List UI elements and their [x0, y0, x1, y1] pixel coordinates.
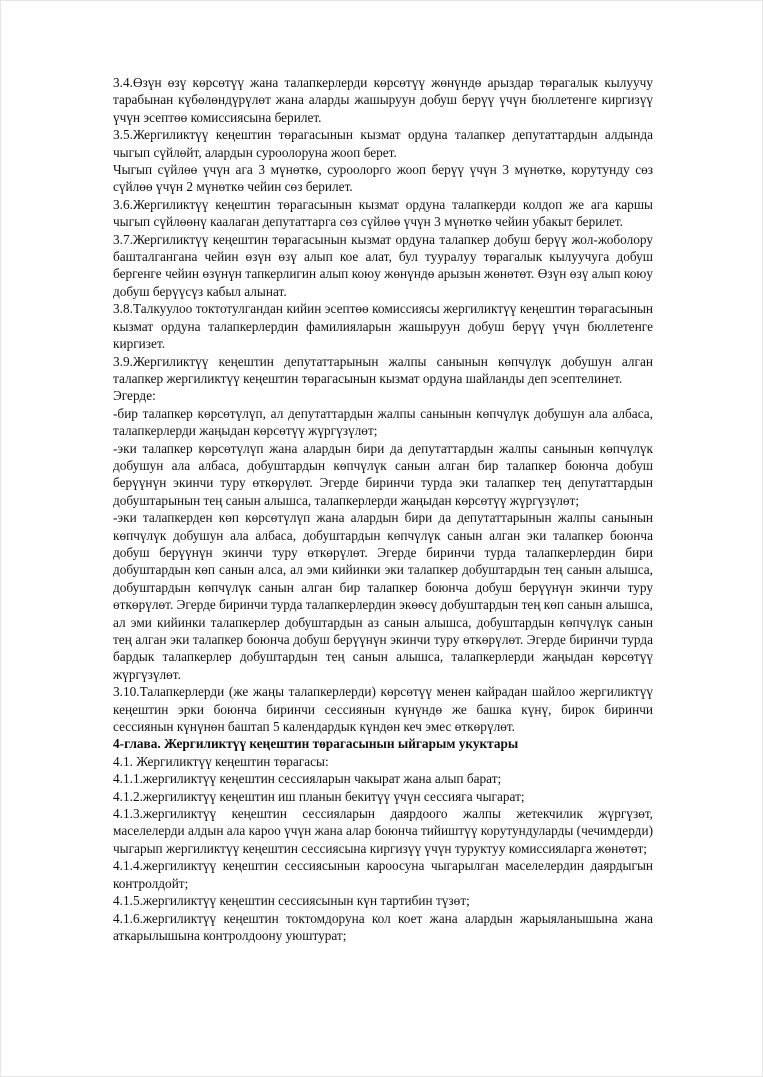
paragraph-4-1-1: 4.1.1.жергиликтүү кеңештин сессияларын чакырат жана алып барат; [113, 771, 502, 787]
paragraph-4-1-6: 4.1.6.жергиликтүү кеңештин токтомдоруна кол коет жана алардын жарыяланышына жана аткарылышына контролдоону уюштурат; [113, 910, 653, 943]
paragraph-3-6: 3.6.Жергиликтүү кеңештин төрагасынын кызмат ордуна талапкерди колдоп же ага каршы чыгып сүйлөөнү каалаган депутаттарга сөз сүйлөө үчүн 3 мүнөткө чейин убакыт берилет. [113, 196, 653, 230]
paragraph-if: Эгерде: [113, 388, 156, 404]
document-body [113, 74, 653, 944]
paragraph-4-1: 4.1. Жергиликтүү кеңештин төрагасы: [113, 753, 329, 769]
paragraph-case-two-candidates: -эки талапкер көрсөтүлүп жана алардын бири да депутаттардын жалпы санынын көпчүлүк добушун ала албаса, добуштардын көпчүлүк санын алган бир талапкер боюнча добуш берүүнүн экинчи туру өткөрүлөт. Эгерде биринчи турда эки талапкер тең депутаттардын добуштарынын тең санын алышса, талапкерлерди жаңыдан көрсөтүү жүргүзүлөт; [113, 440, 653, 508]
paragraph-case-many-candidates: -эки талапкерден көп көрсөтүлүп жана алардын бири да депутаттарынын жалпы санынын көпчүлүк добушун ала албаса, добуштардын көпчүлүк санын алган эки талапкер боюнча добуш берүүнүн экинчи туру өткөрүлөт. Эгерде биринчи турда талапкерлердин бири добуштардын көп санын алса, ал эми кийинки эки талапкер добуштардын тең санын алышса, добуштардын көпчүлүк санын алган бир талапкер боюнча добуш берүүнүн экинчи туру өткөрүлөт. Эгерде биринчи турда талапкерлердин экөөсү добуштардын тең көп санын алышса, ал эми кийинки талапкерлер добуштардын аз санын алышса, добуштардын көпчүлүк санын тең алган эки талапкер боюнча добуш берүүнүн экинчи туру өткөрүлөт. Эгерде биринчи турда бардык талапкерлер добуштардын тең санын алышса, талапкерлерди жаңыдан көрсөтүү жүргүзүлөт. [113, 510, 653, 682]
paragraph-case-one-candidate: -бир талапкер көрсөтүлүп, ал депутаттардын жалпы санынын көпчүлүк добушун ала албаса, талапкерлерди жаңыдан көрсөтүү жүргүзүлөт; [113, 405, 653, 439]
paragraph-3-7: 3.7.Жергиликтүү кеңештин төрагасынын кызмат ордуна талапкер добуш берүү жол-жоболору башталгангана чейин өзүн өзү алып кое алат, бул тууралуу төрагалык кылуучуга добуш бергенге чейин өзүнүн тапкерлигин алып коюу жөнүндө арызын жөнөтөт. Өзүн өзү алып коюу добуш берүүсүз кабыл алынат. [113, 231, 653, 299]
paragraph-3-9: 3.9.Жергиликтүү кеңештин депутаттарынын жалпы санынын көпчүлүк добушун алган талапкер жергиликтүү кеңештин төрагасынын кызмат ордуна шайланды деп эсептелинет. [113, 353, 653, 386]
paragraph-4-1-4: 4.1.4.жергиликтүү кеңештин сессиясынын кароосуна чыгарылган маселелердин даярдыгын контролдойт; [113, 858, 653, 891]
paragraph-4-1-5: 4.1.5.жергиликтүү кеңештин сессиясынын күн тартибин түзөт; [113, 893, 470, 909]
paragraph-3-4: 3.4.Өзүн өзү көрсөтүү жана талапкерлерди көрсөтүү жөнүндө арыздар төрагалык кылуучу тарабынан күбөлөндүрүлөт жана аларды жашыруун добуш берүү үчүн бюллетенге киргизүү үчүн эсептөө комиссиясына берилет. [113, 75, 653, 125]
chapter-4-heading: 4-глава. Жергиликтүү кеңештин төрагасынын ыйгарым укуктары [113, 736, 519, 752]
paragraph-3-10: 3.10.Талапкерлерди (же жаңы талапкерлерди) көрсөтүү менен кайрадан шайлоо жергиликтүү кеңештин эрки боюнча биринчи сессиянын күнүндө же башка күнү, бирок биринчи сессиянын күнүнөн баштап 5 календардык күндөн кеч эмес өткөрүлөт. [113, 684, 653, 735]
paragraph-3-5: 3.5.Жергиликтүү кеңештин төрагасынын кызмат ордуна талапкер депутаттардын алдында чыгып сүйлөйт, алардын суроолоруна жооп берет. [113, 127, 653, 160]
paragraph-3-8: 3.8.Талкуулоо токтотулгандан кийин эсептөө комиссиясы жергиликтүү кеңештин төрагасынын кызмат ордуна талапкерлердин фамилияларын жашыруун добуш берүү үчүн бюллетенге киргизет. [113, 301, 653, 352]
paragraph-4-1-3: 4.1.3.жергиликтүү кеңештин сессияларын даярдоого жалпы жетекчилик жүргүзөт, маселелерди алдын ала кароо үчүн жана алар боюнча тийиштүү корутундуларды (чечимдерди) чыгарып жергиликтүү кеңештин сессиясына киргизүү үчүн туруктуу комиссияларга жөнөтөт; [113, 806, 653, 856]
paragraph-4-1-2: 4.1.2.жергиликтүү кеңештин иш планын бекитүү үчүн сессияга чыгарат; [113, 788, 525, 804]
paragraph-speech-time: Чыгып сүйлөө үчүн ага 3 мүнөткө, суроолорго жооп берүү үчүн 3 мүнөткө, корутунду сөз сүйлөө үчүн 2 мүнөткө чейин сөз берилет. [113, 162, 653, 195]
